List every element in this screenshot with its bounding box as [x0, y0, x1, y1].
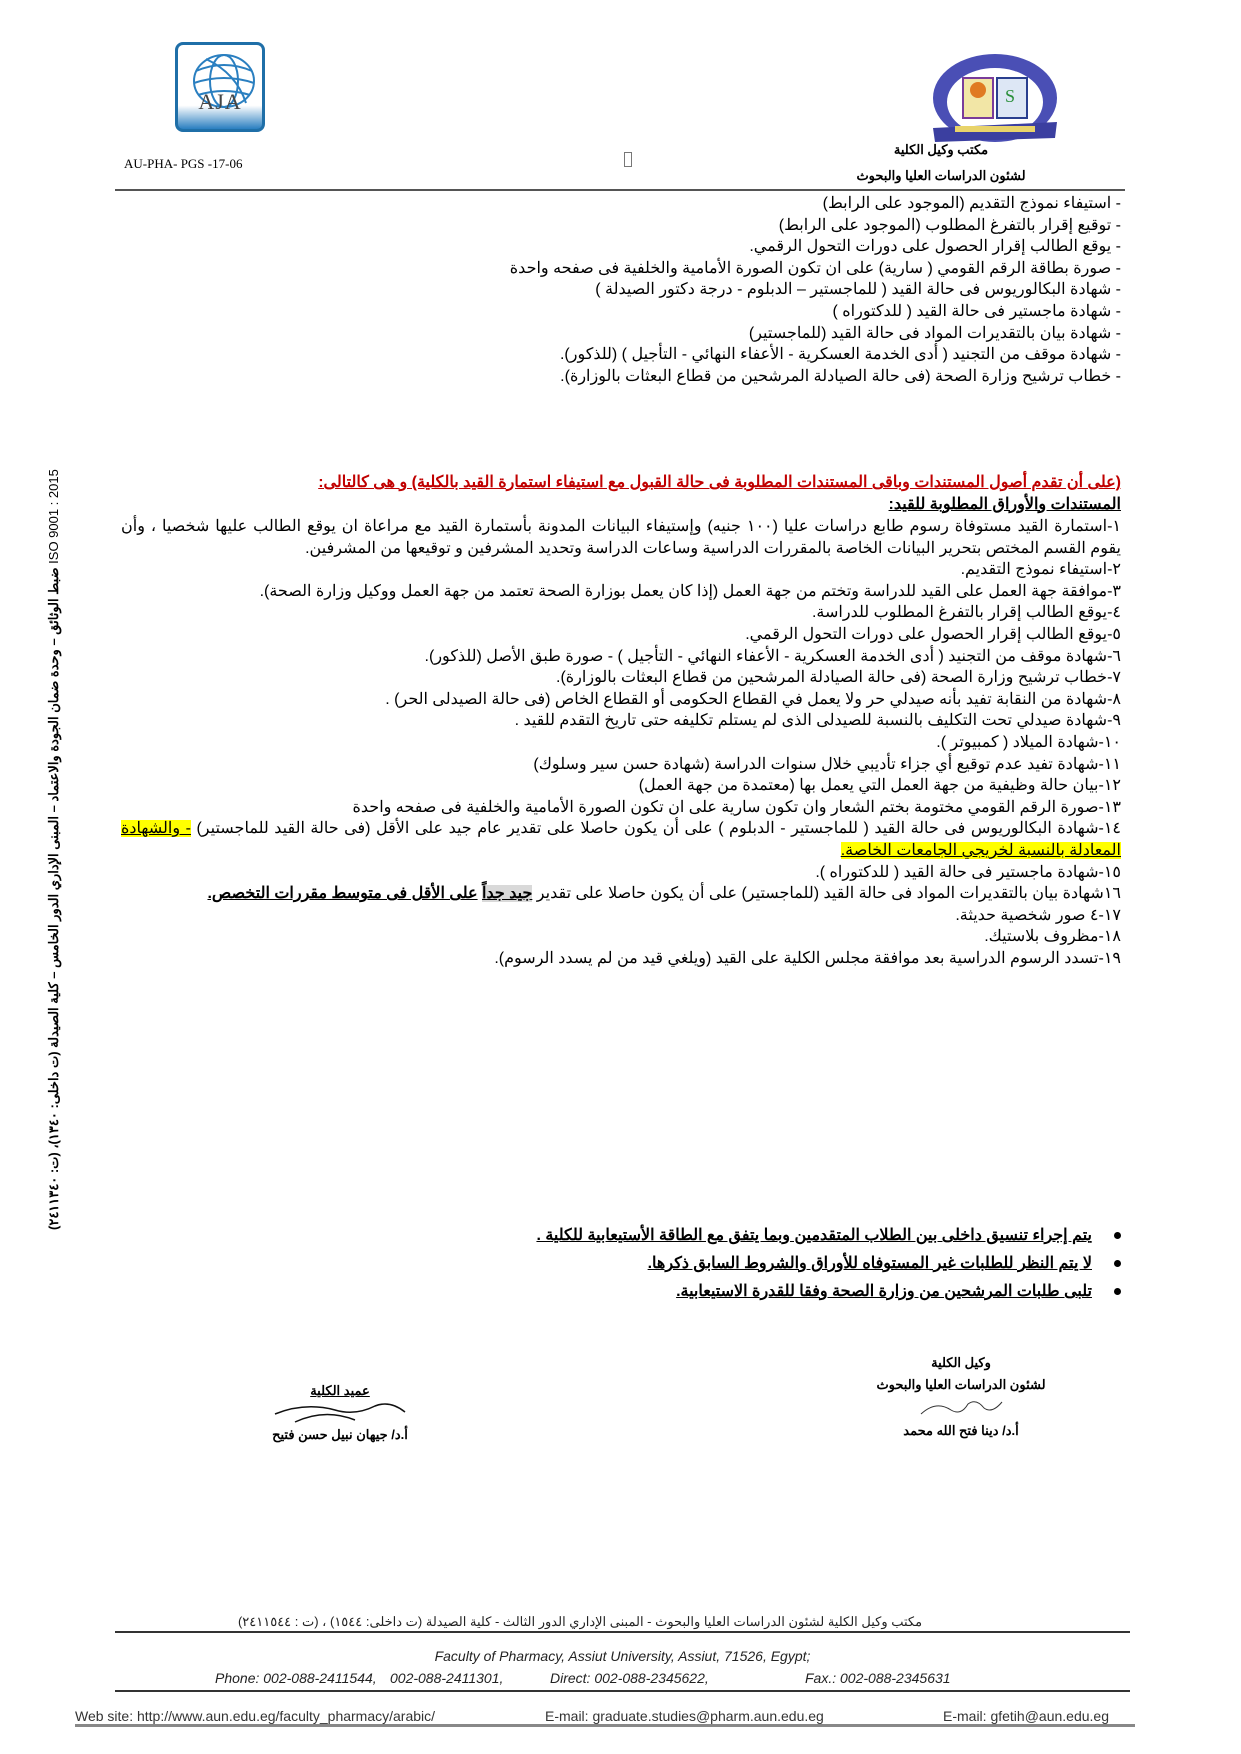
- vice-dean-title: وكيل الكلية: [931, 1355, 991, 1370]
- bold-requirement: على الأقل فى متوسط مقررات التخصص.: [207, 885, 478, 903]
- bullet-icon: [1114, 1232, 1121, 1239]
- dean-name: أ.د/ جيهان نبيل حسن فتيح: [272, 1427, 408, 1442]
- vice-dean-signature-scribble: [851, 1396, 1071, 1420]
- list-item: - شهادة ماجستير فى حالة القيد ( للدكتوراه ): [832, 302, 1121, 320]
- list-item: - شهادة بيان بالتقديرات المواد فى حالة القيد (للماجستير): [748, 324, 1121, 342]
- footer-divider: [115, 1631, 1130, 1633]
- list-item: - يوقع الطالب إقرار الحصول على دورات التحول الرقمي.: [749, 238, 1121, 256]
- footer-email-graduate[interactable]: E-mail: graduate.studies@pharm.aun.edu.eg: [545, 1708, 824, 1724]
- list-item: - شهادة البكالوريوس فى حالة القيد ( للماجستير – الدبلوم - درجة دكتور الصيدلة ): [595, 281, 1121, 299]
- footer-divider: [115, 1690, 1130, 1692]
- svg-text:S: S: [1005, 86, 1016, 106]
- footer-arabic-address: مكتب وكيل الكلية لشئون الدراسات العليا والبحوث - المبنى الإداري الدور الثالث - كلية الصيدلة (ت داخلى: ١٥٤٤) ، (ت : ٢٤١١٥٤٤): [237, 1614, 923, 1629]
- important-notes: [121, 1222, 1121, 1306]
- signature-icon: [265, 1402, 415, 1424]
- footer-fax: Fax.: 002-088-2345631: [805, 1670, 951, 1686]
- note-item: يتم إجراء تنسيق داخلى بين الطلاب المتقدمين وبما يتفق مع الطاقة الأستيعابية للكلية .: [121, 1222, 1121, 1250]
- footer-direct: Direct: 002-088-2345622,: [550, 1670, 709, 1686]
- dean-signature-scribble: [240, 1402, 440, 1424]
- header-divider: [115, 189, 1125, 191]
- list-item: ٢-استيفاء نموذج التقديم.: [960, 561, 1121, 579]
- footer-address: Faculty of Pharmacy, Assiut University, Assiut, 71526, Egypt;: [434, 1648, 811, 1664]
- list-item: ١١-شهادة تفيد عدم توقيع أي جزاء تأديبي خلال سنوات الدراسة (شهادة حسن سير وسلوك): [533, 755, 1121, 773]
- list-item: ٣-موافقة جهة العمل على القيد للدراسة وتختم من جهة العمل (إذا كان يعمل بوزارة الصحة تعتمد من جهة العمل ووكيل وزارة الصحة).: [259, 582, 1121, 600]
- list-item: ١٨-مظروف بلاستيك.: [984, 928, 1121, 946]
- vice-dean-office: لشئون الدراسات العليا والبحوث: [876, 1377, 1046, 1392]
- list-item: - خطاب ترشيح وزارة الصحة (فى حالة الصيادلة المرشحين من قطاع البعثات بالوزارة).: [560, 367, 1121, 385]
- missing-glyph-box: [624, 152, 632, 167]
- footer-email-dean[interactable]: E-mail: gfetih@aun.edu.eg: [943, 1708, 1109, 1724]
- dean-title: عميد الكلية: [310, 1383, 370, 1398]
- acceptance-red-note: (على أن تقدم أصول المستندات وباقى المستندات المطلوبة فى حالة القبول مع استيفاء استمارة القيد بالكلية) و هى كالتالى:: [318, 474, 1121, 491]
- bullet-icon: [1114, 1260, 1121, 1267]
- iso-label: ISO 9001 : 2015: [46, 469, 61, 564]
- faculty-logo: [925, 50, 1065, 150]
- list-item: - استيفاء نموذج التقديم (الموجود على الرابط): [822, 195, 1121, 212]
- side-vertical-text: [46, 430, 70, 1230]
- bullet-icon: [1114, 1288, 1121, 1295]
- note-item: تلبى طلبات المرشحين من وزارة الصحة وفقا للقدرة الاستيعابية.: [121, 1278, 1121, 1306]
- vice-dean-signature-block: [851, 1352, 1071, 1442]
- list-item: - توقيع إقرار بالتفرغ المطلوب (الموجود على الرابط): [778, 216, 1121, 234]
- application-items-list: [121, 193, 1121, 387]
- office-title-line2: لشئون الدراسات العليا والبحوث: [856, 168, 1026, 183]
- footer-phone: Phone: 002-088-2411544,: [215, 1670, 377, 1686]
- list-item: ١٥-شهادة ماجستير فى حالة القيد ( للدكتوراه ).: [815, 863, 1121, 881]
- list-item: - صورة بطاقة الرقم القومي ( سارية) على ان تكون الصورة الأمامية والخلفية فى صفحه واحدة: [509, 259, 1121, 277]
- section-heading: المستندات والأوراق المطلوبة للقيد:: [888, 495, 1121, 513]
- list-item: ١٣-صورة الرقم القومي مختومة بختم الشعار وان تكون سارية على ان تكون الصورة الأمامية والخلفية فى صفحه واحدة: [352, 798, 1121, 816]
- list-item: ١٧-٤ صور شخصية حديثة.: [955, 906, 1121, 924]
- footer-phone2: 002-088-2411301,: [390, 1670, 504, 1686]
- aja-logo-text: AJA: [198, 89, 242, 114]
- office-title-line1: مكتب وكيل الكلية: [893, 142, 989, 157]
- list-item: ٧-خطاب ترشيح وزارة الصحة (فى حالة الصيادلة المرشحين من قطاع البعثات بالوزارة).: [556, 669, 1121, 687]
- aja-logo: [175, 42, 265, 132]
- list-item: ١٦شهادة بيان بالتقديرات المواد فى حالة القيد (للماجستير) على أن يكون حاصلا على تقدير جيد جداً على الأقل فى متوسط مقررات التخصص.: [207, 885, 1121, 903]
- footer-divider: [75, 1724, 1135, 1727]
- list-item: ١-استمارة القيد مستوفاة رسوم طابع دراسات عليا (١٠٠ جنيه) وإستيفاء البيانات المدونة بأستمارة القيد مع مراعاة ان يوقع الطالب عليها شخصيا ، وأن يقوم القسم المختص بتحرير البيانات الخاصة بالمقررات الدراسية وساعات الدراسة وتحديد المشرفين و توقيعها من المشرفين.: [121, 518, 1121, 557]
- list-item: ١٤-شهادة البكالوريوس فى حالة القيد ( للماجستير - الدبلوم ) على أن يكون حاصلا على تقدير عام جيد على الأقل (فى حالة القيد للماجستير) - والشهادة المعادلة بالنسبة لخريجي الجامعات الخاصة.: [121, 820, 1121, 859]
- list-item: ١٩-تسدد الرسوم الدراسية بعد موافقة مجلس الكلية على القيد (ويلغي قيد من لم يسدد الرسوم).: [494, 949, 1121, 967]
- side-arabic-text: ضبط الوثائق – وحدة ضمان الجودة والاعتماد – المبنى الإداري الدور الخامس – كلية الصيدلة (ت داخلى: ١٣٤٠)، (ت: ٢٤١١٣٤٠): [46, 567, 61, 1230]
- list-item: ٤-يوقع الطالب إقرار بالتفرغ المطلوب للدراسة.: [811, 604, 1121, 622]
- note-item: لا يتم النظر للطلبات غير المستوفاه للأوراق والشروط السابق ذكرها.: [121, 1250, 1121, 1278]
- list-item: ٥-يوقع الطالب إقرار الحصول على دورات التحول الرقمي.: [745, 625, 1121, 643]
- document-code: AU-PHA- PGS -17-06: [124, 156, 243, 171]
- grade-highlight: جيد جداً: [482, 885, 533, 903]
- vice-dean-name: أ.د/ دينا فتح الله محمد: [903, 1423, 1019, 1438]
- list-item: ٦-شهادة موقف من التجنيد ( أدى الخدمة العسكرية - الأعفاء النهائي - التأجيل ) - صورة طبق الأصل (للذكور).: [424, 647, 1121, 665]
- registration-items-list: [121, 516, 1121, 969]
- list-item: ٨-شهادة من النقابة تفيد بأنه صيدلي حر ولا يعمل في القطاع الحكومى أو القطاع الخاص (فى حالة الصيدلى الحر) .: [385, 690, 1121, 708]
- list-item: ٩-شهادة صيدلي تحت التكليف بالنسبة للصيدلى الذى لم يستلم تكليفه حتى تاريخ التقدم للقيد .: [514, 712, 1121, 730]
- acceptance-note-block: [121, 472, 1121, 515]
- footer-website-link[interactable]: Web site: http://www.aun.edu.eg/faculty_pharmacy/arabic/: [75, 1708, 436, 1724]
- signature-icon: [916, 1396, 1006, 1418]
- faculty-emblem-icon: [925, 50, 1065, 150]
- list-item: - شهادة موقف من التجنيد ( أدى الخدمة العسكرية - الأعفاء النهائي - التأجيل ) (للذكور).: [559, 346, 1121, 364]
- list-item: ١٢-بيان حالة وظيفية من جهة العمل التي يعمل بها (معتمدة من جهة العمل): [638, 777, 1121, 795]
- office-title: [811, 137, 1071, 189]
- dean-signature-block: [240, 1380, 440, 1446]
- list-item: ١٠-شهادة الميلاد ( كمبيوتر ).: [936, 733, 1121, 751]
- highlighted-text: - والشهادة المعادلة بالنسبة لخريجي الجامعات الخاصة.: [121, 820, 1121, 859]
